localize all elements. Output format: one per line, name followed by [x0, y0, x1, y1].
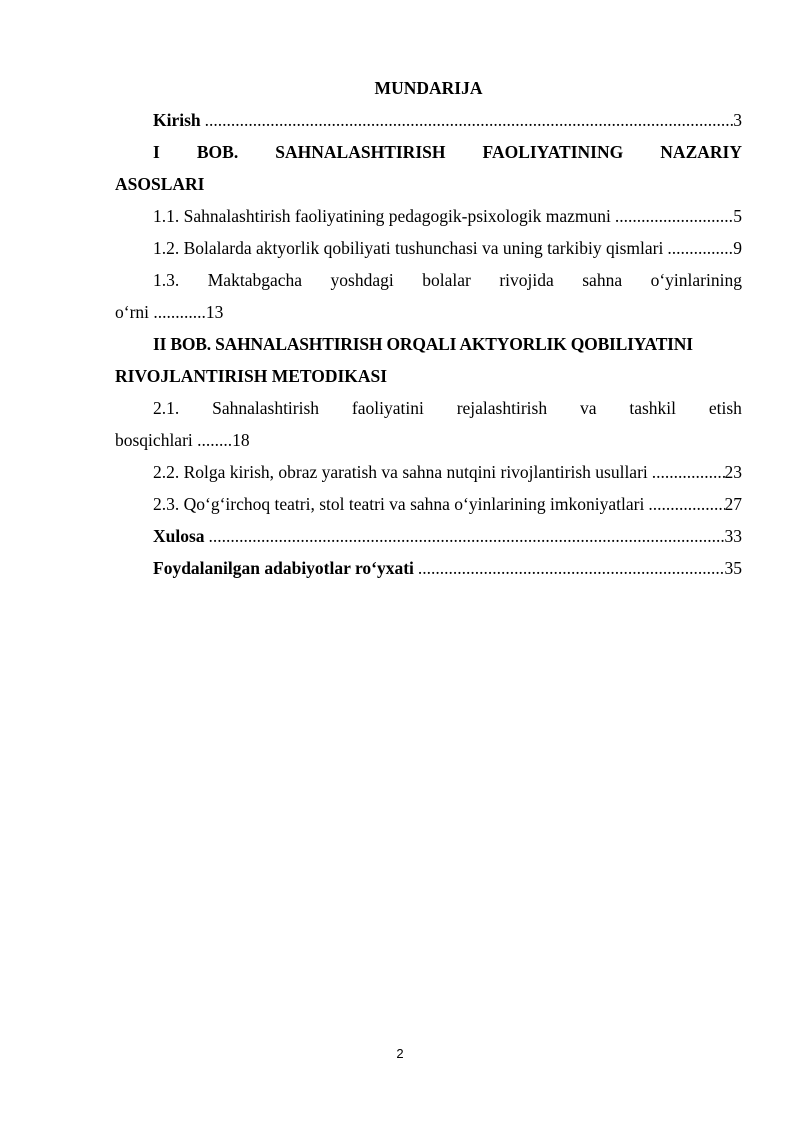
entry-word: va [579, 398, 597, 418]
toc-entry-2-1 [115, 392, 742, 424]
entry-word: Sahnalashtirish [212, 398, 320, 418]
toc-entry-2-1-continued: bosqichlari ........18 [115, 430, 250, 450]
toc-entry-1-3 [115, 264, 742, 296]
entry-word: rivojida [499, 270, 554, 290]
heading-word: FAOLIYATINING [482, 142, 624, 162]
toc-entry-1-3-continued: o‘rni ............13 [115, 302, 224, 322]
toc-entry-label: 1.2. Bolalarda aktyorlik qobiliyati tushunchasi va uning tarkibiy qismlari [153, 238, 664, 258]
toc-entry-page: 9 [733, 238, 742, 258]
entry-word: o‘yinlarining [650, 270, 742, 290]
heading-word: BOB. [196, 142, 239, 162]
heading-word: NAZARIY [660, 142, 742, 162]
toc-entry-intro [115, 104, 742, 136]
dot-leader [205, 520, 725, 552]
toc-entry-page: 35 [724, 558, 742, 578]
toc-entry-label: Foydalanilgan adabiyotlar ro‘yxati [153, 558, 414, 578]
entry-word: etish [708, 398, 742, 418]
heading-word: SAHNALASHTIRISH [275, 142, 446, 162]
toc-entry-label: Kirish [153, 110, 201, 130]
toc-title: MUNDARIJA [374, 78, 483, 98]
toc-entry-1-1 [115, 200, 742, 232]
toc-entry-label: 1.1. Sahnalashtirish faoliyatining pedagogik-psixologik mazmuni [153, 206, 611, 226]
dot-leader [644, 488, 724, 520]
chapter2-heading-continued: RIVOJLANTIRISH METODIKASI [115, 366, 388, 386]
toc-entry-2-2 [115, 456, 742, 488]
toc-entry-label: Xulosa [153, 526, 205, 546]
toc-entry-references [115, 552, 742, 584]
dot-leader [611, 200, 733, 232]
toc-entry-page: 33 [724, 526, 742, 546]
entry-word: bolalar [422, 270, 471, 290]
table-of-contents [115, 72, 742, 584]
toc-entry-label: 2.2. Rolga kirish, obraz yaratish va sahna nutqini rivojlantirish usullari [153, 462, 648, 482]
toc-entry-page: 23 [724, 462, 742, 482]
entry-word: faoliyatini [351, 398, 424, 418]
toc-entry-page: 3 [733, 110, 742, 130]
chapter1-heading-continued: ASOSLARI [115, 174, 205, 194]
dot-leader [201, 104, 734, 136]
heading-word: I [153, 142, 160, 162]
toc-entry-page: 27 [724, 494, 742, 514]
dot-leader [414, 552, 725, 584]
page-number: 2 [396, 1046, 404, 1061]
chapter2-heading: II BOB. SAHNALASHTIRISH ORQALI AKTYORLIK QOBILIYATINI [153, 334, 693, 354]
chapter1-heading [115, 136, 742, 168]
toc-entry-conclusion [115, 520, 742, 552]
entry-word: 1.3. [153, 270, 180, 290]
toc-entry-label: 2.3. Qo‘g‘irchoq teatri, stol teatri va sahna o‘yinlarining imkoniyatlari [153, 494, 645, 514]
entry-word: yoshdagi [330, 270, 394, 290]
entry-word: sahna [582, 270, 623, 290]
entry-word: tashkil [629, 398, 677, 418]
dot-leader [648, 456, 725, 488]
dot-leader [663, 232, 733, 264]
entry-word: rejalashtirish [456, 398, 548, 418]
entry-word: 2.1. [153, 398, 180, 418]
toc-entry-2-3 [115, 488, 742, 520]
toc-entry-1-2 [115, 232, 742, 264]
toc-entry-page: 5 [733, 206, 742, 226]
entry-word: Maktabgacha [207, 270, 303, 290]
